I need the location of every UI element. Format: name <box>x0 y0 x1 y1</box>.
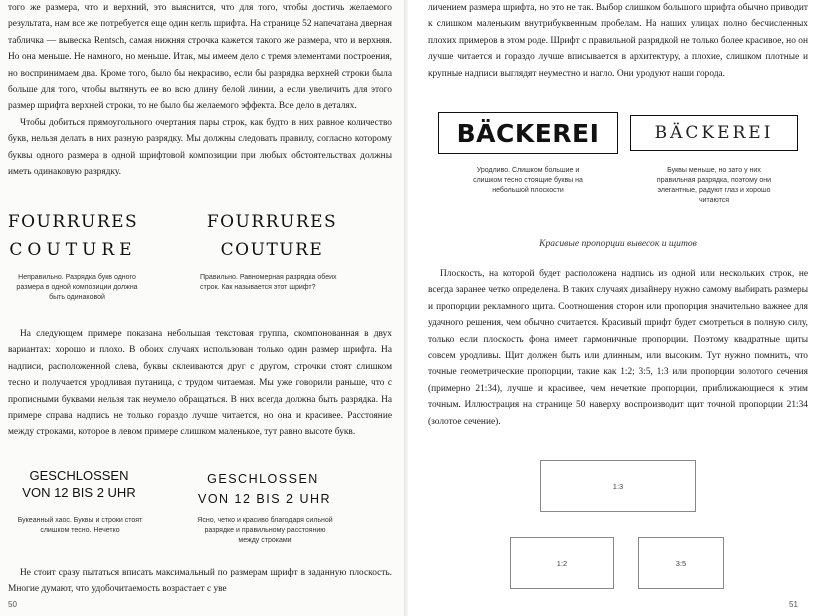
proportion-box-1-3 <box>540 460 696 512</box>
caption-sign-light: Буквы меньше, но зато у них правильная разрядка, поэтому они элегантные, радуют глаз и хорошо читаются <box>656 167 772 204</box>
left-paragraph-1: того же размера, что и верхний, это выяснится, что для того, чтобы достичь желаемого результата, нам все же потребуется еще один кегль шрифта. На странице 52 напечатана дверная табличка — вывеска Rentsch, самая нижняя строчка кажется такого же размера, что и верхняя. Но она меньше. Не намного, но меньше. Итак, мы имеем дело с тремя элементами построения, но воспринимаем два. Кроме того, было бы некрасиво, если бы разрядка верхней строки была больше для того, чтобы вытянуть ее во всю длину белой линии, а если увеличить для этого размер шрифта верхней строки, то не было бы желаемого эффекта. Все дело в деталях. <box>8 3 392 112</box>
right-text-block-1 <box>428 0 808 82</box>
proportion-box-3-5 <box>638 537 724 589</box>
left-text-block-2 <box>8 326 392 441</box>
left-text-block-3 <box>8 565 392 598</box>
sign-bold-example <box>438 112 618 154</box>
fourrures-good-line1: FOURRURES <box>206 212 338 232</box>
page-number-left: 50 <box>8 600 17 609</box>
sign-bold-text: BÄCKEREI <box>456 118 600 148</box>
caption-geschlossen-bad: Букеанный хаос. Буквы и строки стоят слишком тесно. Нечетко <box>17 517 143 534</box>
page-number-right: 51 <box>789 600 798 609</box>
geschlossen-bad-line1: GESCHLOSSEN <box>29 468 129 483</box>
left-page <box>0 0 407 616</box>
caption-sign-bold: Уродливо. Слишком большие и слишком тесно стоящие буквы на небольшой плоскости <box>473 167 583 194</box>
sign-light-example <box>630 115 798 151</box>
proportion-label-1-3: 1:3 <box>612 481 624 491</box>
right-paragraph-1: личением размера шрифта, но это не так. Выбор слишком большого шрифта обычно приводит к слишком маленьким внутрибуквенным пробелам. На наших улицах полно бесчисленных плохих примеров в этом роде. Шрифт с правильной разрядкой не только более красивое, но он лучше читается и гораздо лучше вписывается в архитектуру, а плохие, слишком плотные и крупные надписи выглядят неуместно и нагло. Они уродуют наши города. <box>428 3 808 79</box>
left-paragraph-2: Чтобы добиться прямоугольного очертания пары строк, как будто в них равное количество букв, нельзя делать в них разную разрядку. Мы должны следовать правилу, согласно которому буквы одного размера в одной шрифтовой композиции при любых обстоятельствах должны иметь одинаковую разрядку. <box>8 117 392 178</box>
left-paragraph-3: На следующем примере показана небольшая текстовая группа, скомпонованная в двух вариантах: хорошо и плохо. В обоих случаях использован только один размер шрифта. На надписи, расположенной слева, буквы склеиваются друг с другом, строчки стоят слишком тесно и получается уродливая путаница, с трудом читаемая. Мы уже говорили раньше, что с прописными буквами нельзя так неумело обращаться. В них всегда должна быть разрядка. На примере справа надпись не только гораздо лучше читается, но она и красивее. Расстояние между строками, которое в левом примере слишком маленькое, тут равно высоте букв. <box>8 329 392 438</box>
sign-light-text: BÄCKEREI <box>654 123 774 143</box>
caption-fourrures-bad: Неправильно. Разрядка букв одного размера в одной композиции должна быть одинаковой <box>16 274 138 301</box>
fourrures-bad-line2: COUTURE <box>9 240 137 260</box>
right-paragraph-2: Плоскость, на которой будет расположена надпись из одной или нескольких строк, не всегда заранее четко определена. В таких случаях дизайнеру нужно самому выбирать размеры и пропорции рекламного щита. Соотношения сторон или пропорция значительно важнее для удачного решения, чем обычно считается. Красивый шрифт будет смотреться в полную силу, только если плоскость фона имеет гармоничные пропорции. Поэтому квадратные щиты совсем уродливы. Щит должен быть или длинным, или высоким. Тут нужно помнить, что точные геометрические пропорции, такие как 1:2; 3:5, 1:3 или пропорции золотого сечения (примерно 21:34), лучше и красивее, чем нечеткие пропорции, приближающиеся к этим точным. Иллюстрация на странице 50 наверху воспроизводит щит точной пропорции 21:34 (золотое сечение). <box>428 269 808 427</box>
caption-geschlossen-good: Ясно, четко и красиво благодаря сильной разрядке и правильному расстоянию между строками <box>197 517 333 544</box>
proportion-box-1-2 <box>510 537 614 589</box>
right-page <box>408 0 815 616</box>
caption-fourrures-good: Правильно. Равномерная разрядка обеих строк. Как называется этот шрифт? <box>200 274 337 291</box>
geschlossen-good-line1: GESCHLOSSEN <box>207 472 319 486</box>
left-text-block-1 <box>8 0 392 180</box>
right-text-block-2 <box>428 266 808 430</box>
section-caption: Красивые пропорции вывесок и щитов <box>539 238 697 249</box>
left-paragraph-4: Не стоит сразу пытаться вписать максимальный по размерам шрифт в заданную плоскость. Многие думают, что удобочитаемость возрастает с уве <box>8 568 392 595</box>
fourrures-good-line2: COUTURE <box>220 240 324 260</box>
fourrures-bad-line1: FOURRURES <box>7 212 139 232</box>
geschlossen-good-line2: VON 12 BIS 2 UHR <box>198 492 332 506</box>
proportion-label-1-2: 1:2 <box>556 558 568 568</box>
proportion-label-3-5: 3:5 <box>675 558 687 568</box>
geschlossen-bad-line2: VON 12 BIS 2 UHR <box>22 485 136 500</box>
